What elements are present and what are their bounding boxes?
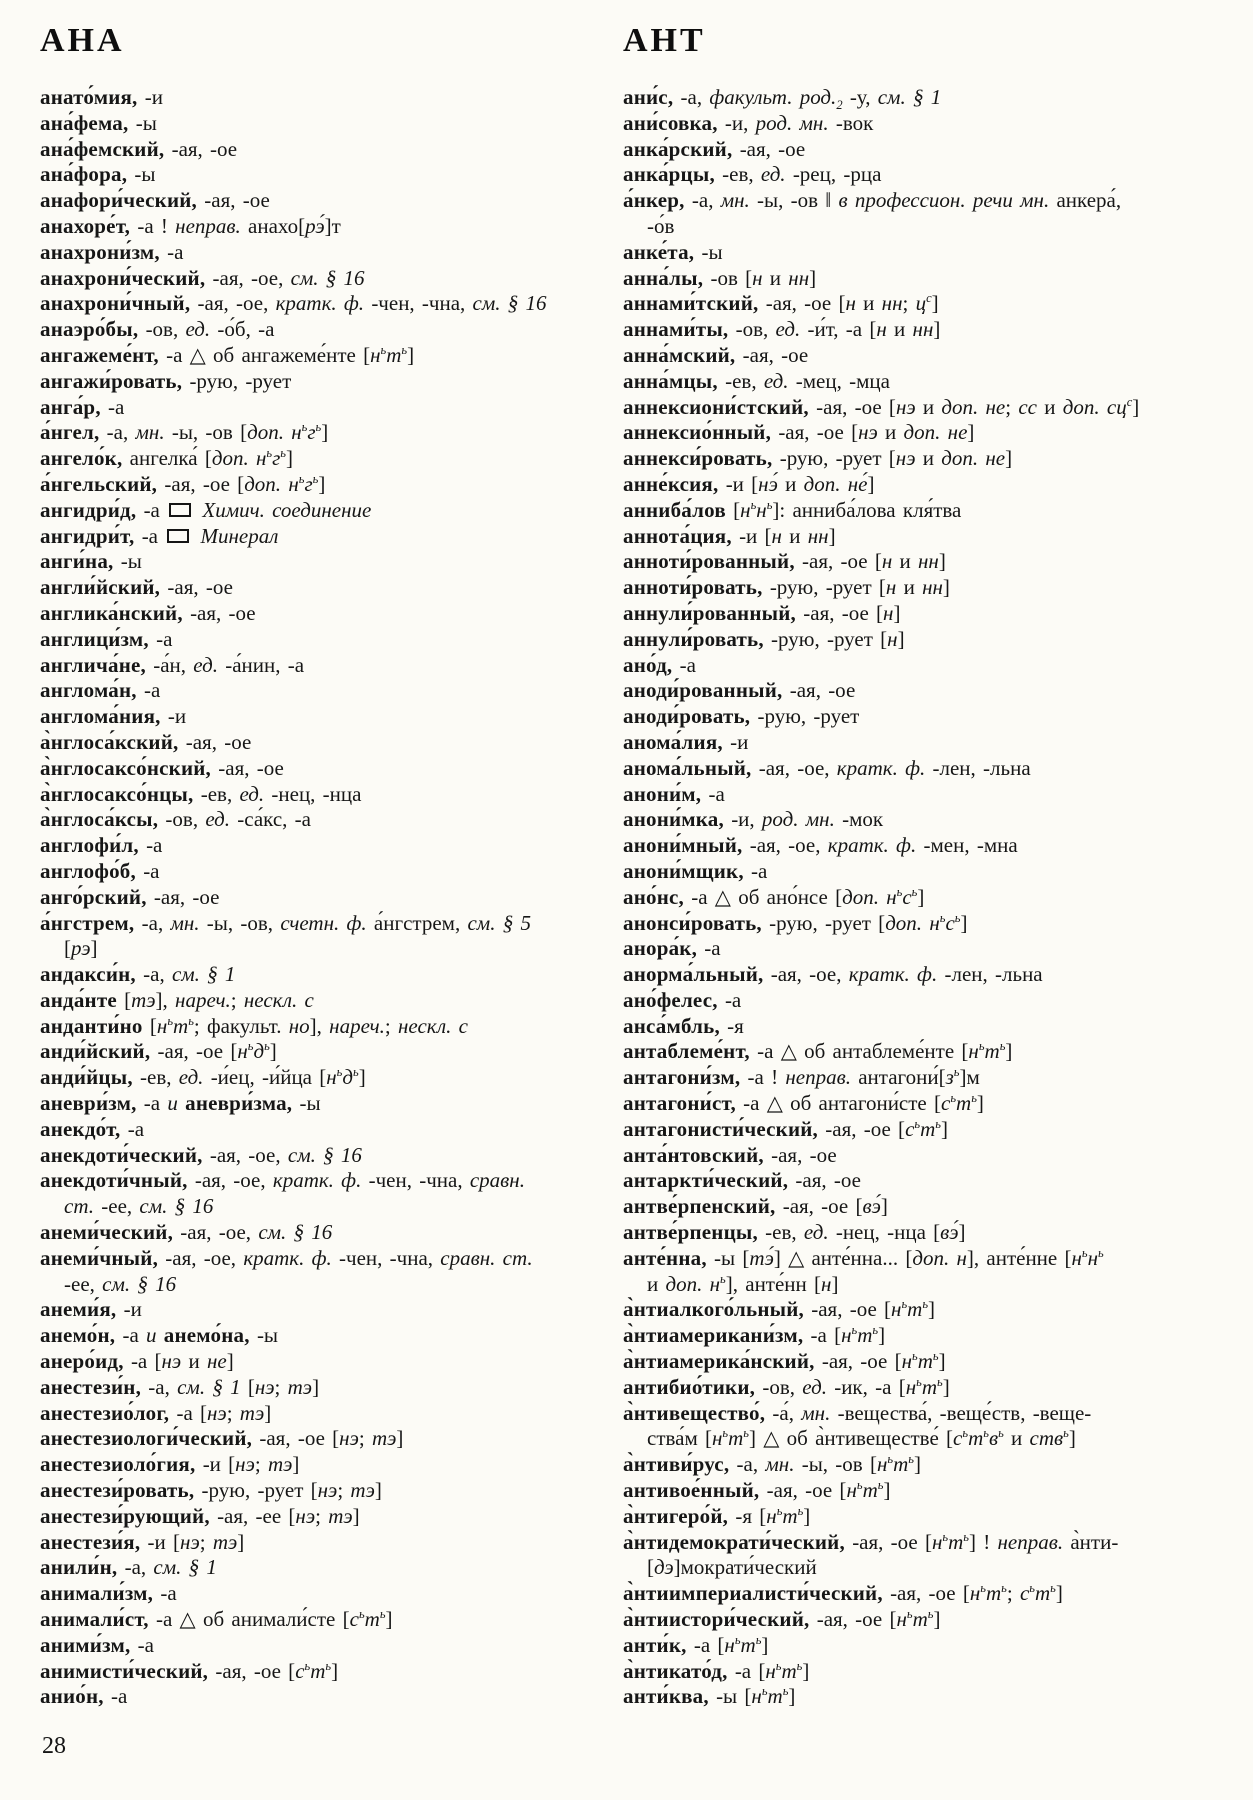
- entry-line: а̀нтиви́рус, -а, мн. -ы, -ов $[н^ьт^ь]$: [623, 1452, 921, 1477]
- entry-line: а́нкер, -а, мн. -ы, -ов ‖ в профессион. речи мн. анкера́,: [623, 188, 1122, 213]
- entry-line: анги́на, -ы: [40, 549, 142, 574]
- entry-line: аннексио́нный, -ая, -ое [нэ и доп. не]: [623, 420, 975, 445]
- dictionary-entry: [623, 1091, 1233, 1117]
- entry-line: антибио́тики, -ов, ед. -ик, -а $[н^ьт^ь]$: [623, 1374, 950, 1399]
- dictionary-entry: [623, 1246, 1233, 1298]
- entry-line: а̀нтивещество́, -а́, мн. -вещества́, -веще́ств, -веще-: [623, 1400, 1092, 1425]
- entry-line: анга́р, -а: [40, 394, 125, 419]
- entry-line: а̀нтиамерикани́зм, -а $[н^ьт^ь]$: [623, 1323, 886, 1348]
- entry-line: анна́мский, -ая, -ое: [623, 342, 809, 367]
- entry-continuation-line: -о́в: [647, 213, 675, 238]
- entry-line: анома́льный, -ая, -ое, кратк. ф. -лен, -льна: [623, 755, 1031, 780]
- dictionary-entry: [623, 343, 1233, 369]
- dictionary-entry: [623, 549, 1233, 575]
- entry-line: ано́фелес, -а: [623, 987, 742, 1012]
- entry-line: анони́мщик, -а: [623, 858, 768, 883]
- entry-line: ангидри́т, -а Минерал: [40, 523, 279, 548]
- dictionary-entry: [40, 549, 602, 575]
- entry-line: аннота́ция, -и [н и нн]: [623, 523, 836, 548]
- entry-line: анестези́н, -а, см. § 1 [нэ; тэ]: [40, 1374, 320, 1399]
- dictionary-entry: [623, 1065, 1233, 1091]
- entry-continuation-line: -ее, см. § 16: [64, 1271, 177, 1296]
- dictionary-entry: [623, 1349, 1233, 1375]
- dictionary-entry: [623, 704, 1233, 730]
- dictionary-entry: [40, 1659, 602, 1685]
- entry-line: анна́лы, -ов [н и нн]: [623, 265, 817, 290]
- entry-line: ано́д, -а: [623, 652, 696, 677]
- dictionary-entry: [623, 498, 1233, 524]
- entry-line: аннули́рованный, -ая, -ое [н]: [623, 600, 901, 625]
- dictionary-entry: [623, 1684, 1233, 1710]
- dictionary-entry: [40, 653, 602, 679]
- dictionary-entry: [623, 291, 1233, 317]
- dictionary-entry: [623, 1039, 1233, 1065]
- dictionary-entry: [623, 1220, 1233, 1246]
- entry-line: ана́фема, -ы: [40, 110, 157, 135]
- entry-line: ана́фора, -ы: [40, 162, 156, 187]
- dictionary-entry: [40, 859, 602, 885]
- dictionary-entry: [40, 214, 602, 240]
- entry-line: анимали́зм, -а: [40, 1581, 177, 1606]
- entry-line: анестезиоло́гия, -и [нэ; тэ]: [40, 1452, 300, 1477]
- dictionary-entry: [623, 1168, 1233, 1194]
- entry-line: ани́с, -а, факульт. $род._2$ -у, см. § 1: [623, 85, 942, 113]
- dictionary-entry: [623, 1194, 1233, 1220]
- entry-line: англича́не, -а́н, ед. -а́нин, -а: [40, 652, 305, 677]
- page-number: 28: [42, 1733, 66, 1759]
- dictionary-entry: [623, 240, 1233, 266]
- dictionary-entry: [623, 678, 1233, 704]
- entry-line: анони́мка, -и, род. мн. -мок: [623, 807, 884, 832]
- entry-line: а̀нтиалкого́льный, -ая, -ое $[н^ьт^ь]$: [623, 1297, 936, 1322]
- entry-line: а̀нтиамерика́нский, -ая, -ое $[н^ьт^ь]$: [623, 1349, 946, 1374]
- dictionary-entry: [623, 1323, 1233, 1349]
- dictionary-entry: [40, 266, 602, 292]
- entry-line: анимисти́ческий, -ая, -ое $[с^ьт^ь]$: [40, 1658, 339, 1683]
- entry-line: ана́фемский, -ая, -ое: [40, 136, 238, 161]
- dictionary-entry: [40, 111, 602, 137]
- dictionary-entry: [623, 111, 1233, 137]
- entry-continuation-line: ст. -ее, см. § 16: [64, 1194, 214, 1219]
- dictionary-entry: [623, 395, 1233, 421]
- dictionary-entry: [40, 1143, 602, 1169]
- dictionary-entry: [623, 369, 1233, 395]
- dictionary-entry: [623, 446, 1233, 472]
- dictionary-entry: [40, 1117, 602, 1143]
- dictionary-entry: [40, 420, 602, 446]
- dictionary-entry: [40, 1633, 602, 1659]
- entry-line: а̀нглоса́кский, -ая, -ое: [40, 729, 252, 754]
- entry-line: ано́нс, -а △ об ано́нсе [доп. $н^ьс^ь$]: [623, 884, 925, 909]
- dictionary-entry: [40, 1323, 602, 1349]
- entry-line: аннексиони́стский, -ая, -ое [нэ и доп. не; сс и доп. $сц^с$]: [623, 394, 1140, 419]
- dictionary-entry: [40, 1375, 602, 1401]
- dictionary-entry: [623, 188, 1233, 240]
- right-column: [623, 85, 1233, 1710]
- entry-line: анти́ква, -ы $[н^ьт^ь]$: [623, 1684, 796, 1709]
- dictionary-entry: [623, 266, 1233, 292]
- entry-line: антагонисти́ческий, -ая, -ое $[с^ьт^ь]$: [623, 1116, 948, 1141]
- entry-line: анекдоти́чный, -ая, -ое, кратк. ф. -чен, -чна, сравн.: [40, 1168, 525, 1193]
- entry-line: анке́та, -ы: [623, 239, 723, 264]
- entry-line: анка́рский, -ая, -ое: [623, 136, 806, 161]
- dictionary-entry: [623, 1633, 1233, 1659]
- dictionary-entry: [623, 756, 1233, 782]
- entry-line: анестези́ровать, -рую, -рует [нэ; тэ]: [40, 1478, 382, 1503]
- entry-line: анато́мия, -и: [40, 85, 163, 109]
- dictionary-entry: [40, 1014, 602, 1040]
- entry-line: анонси́ровать, -рую, -рует [доп. $н^ьс^ь$]: [623, 910, 968, 935]
- dictionary-entry: [40, 472, 602, 498]
- dictionary-entry: [623, 1297, 1233, 1323]
- entry-line: анта́нтовский, -ая, -ое: [623, 1142, 837, 1167]
- entry-line: а̀нглосаксо́нский, -ая, -ое: [40, 755, 284, 780]
- dictionary-entry: [40, 137, 602, 163]
- dictionary-entry: [623, 1530, 1233, 1582]
- dictionary-entry: [40, 782, 602, 808]
- entry-line: а́нгстрем, -а, мн. -ы, -ов, счетн. ф. а́нгстрем, см. § 5: [40, 910, 531, 935]
- dictionary-entry: [623, 162, 1233, 188]
- entry-line: анди́йцы, -ев, ед. -и́ец, -и́йца $[н^ьд^ь]$: [40, 1065, 366, 1090]
- dictionary-entry: [623, 1375, 1233, 1401]
- entry-line: андакси́н, -а, см. § 1: [40, 962, 236, 987]
- dictionary-entry: [40, 1452, 602, 1478]
- dictionary-entry: [40, 575, 602, 601]
- entry-line: а̀нглосаксо́нцы, -ев, ед. -нец, -нца: [40, 781, 362, 806]
- dictionary-entry: [40, 446, 602, 472]
- dictionary-entry: [40, 1607, 602, 1633]
- entry-line: анди́йский, -ая, -ое $[н^ьд^ь]$: [40, 1039, 277, 1064]
- dictionary-entry: [40, 524, 602, 550]
- dictionary-entry: [40, 1039, 602, 1065]
- entry-line: а̀нтидемократи́ческий, -ая, -ое $[н^ьт^ь]$ ! неправ. а̀нти-: [623, 1529, 1119, 1554]
- entry-line: анда́нте [тэ], нареч.; нескл. с: [40, 987, 314, 1012]
- dictionary-entry: [623, 137, 1233, 163]
- entry-line: аноди́ровать, -рую, -рует: [623, 704, 860, 729]
- dictionary-entry: [40, 188, 602, 214]
- dictionary-entry: [40, 1530, 602, 1556]
- entry-line: анекдо́т, -а: [40, 1116, 145, 1141]
- entry-line: анеми́ческий, -ая, -ое, см. § 16: [40, 1220, 333, 1245]
- entry-line: анома́лия, -и: [623, 729, 749, 754]
- dictionary-entry: [40, 85, 602, 111]
- left-column-header: АНА: [40, 22, 125, 59]
- entry-line: а̀нтиимпериалисти́ческий, -ая, -ое [$н^ьт^ь$; $с^ьт^ь$]: [623, 1581, 1063, 1606]
- entry-line: анахоре́т, -а ! неправ. анахо[рэ́]т: [40, 213, 341, 238]
- dictionary-entry: [623, 601, 1233, 627]
- dictionary-entry: [623, 1014, 1233, 1040]
- entry-line: анаэро́бы, -ов, ед. -о́б, -а: [40, 317, 275, 342]
- dictionary-entry: [40, 704, 602, 730]
- entry-line: а́нгельский, -ая, -ое [доп. $н^ьг^ь$]: [40, 471, 326, 496]
- dictionary-entry: [623, 1478, 1233, 1504]
- entry-line: анка́рцы, -ев, ед. -рец, -рца: [623, 162, 882, 187]
- dictionary-entry: [623, 420, 1233, 446]
- dictionary-entry: [40, 807, 602, 833]
- dictionary-entry: [40, 1297, 602, 1323]
- entry-line: аноди́рованный, -ая, -ое: [623, 678, 856, 703]
- entry-line: англофо́б, -а: [40, 858, 160, 883]
- dictionary-entry: [623, 885, 1233, 911]
- entry-line: ани́совка, -и, род. мн. -вок: [623, 110, 874, 135]
- entry-line: анора́к, -а: [623, 936, 721, 961]
- entry-line: анили́н, -а, см. § 1: [40, 1555, 217, 1580]
- entry-line: антве́рпенцы, -ев, ед. -нец, -нца [вэ́]: [623, 1220, 966, 1245]
- dictionary-entry: [623, 859, 1233, 885]
- entry-line: анноти́рованный, -ая, -ое [н и нн]: [623, 549, 946, 574]
- entry-line: анемо́н, -а и анемо́на, -ы: [40, 1323, 279, 1348]
- dictionary-entry: [40, 911, 602, 963]
- dictionary-entry: [40, 162, 602, 188]
- dictionary-entry: [40, 395, 602, 421]
- dictionary-entry: [623, 1401, 1233, 1453]
- entry-line: анахрони́ческий, -ая, -ое, см. § 16: [40, 265, 365, 290]
- dictionary-entry: [40, 317, 602, 343]
- dictionary-entry: [40, 291, 602, 317]
- dictionary-entry: [623, 833, 1233, 859]
- dictionary-entry: [623, 317, 1233, 343]
- entry-line: анти́к, -а $[н^ьт^ь]$: [623, 1632, 769, 1657]
- dictionary-entry: [623, 1607, 1233, 1633]
- dictionary-entry: [623, 472, 1233, 498]
- entry-line: анио́н, -а: [40, 1684, 128, 1709]
- entry-line: ангело́к, ангелка́ [доп. $н^ьг^ь$]: [40, 446, 293, 471]
- dictionary-entry: [40, 1065, 602, 1091]
- dictionary-entry: [40, 885, 602, 911]
- entry-line: аннами́ты, -ов, ед. -и́т, -а [н и нн]: [623, 317, 941, 342]
- entry-line: анекдоти́ческий, -ая, -ое, см. § 16: [40, 1142, 362, 1167]
- dictionary-entry: [623, 1659, 1233, 1685]
- entry-line: ангажи́ровать, -рую, -рует: [40, 368, 292, 393]
- entry-line: антаркти́ческий, -ая, -ое: [623, 1168, 861, 1193]
- entry-line: анорма́льный, -ая, -ое, кратк. ф. -лен, -льна: [623, 962, 1043, 987]
- dictionary-entry: [40, 343, 602, 369]
- entry-line: анафори́ческий, -ая, -ое: [40, 188, 270, 213]
- entry-line: анони́м, -а: [623, 781, 725, 806]
- entry-line: антагони́ст, -а △ об антагони́сте $[с^ьт^ь]$: [623, 1091, 984, 1116]
- dictionary-entry: [40, 962, 602, 988]
- entry-line: анноти́ровать, -рую, -рует [н и нн]: [623, 575, 950, 600]
- entry-line: аннами́тский, -ая, -ое [н и нн; $ц^с$]: [623, 291, 939, 316]
- dictionary-entry: [623, 988, 1233, 1014]
- entry-line: аннекси́ровать, -рую, -рует [нэ и доп. не]: [623, 446, 1013, 471]
- dictionary-entry: [40, 730, 602, 756]
- dictionary-entry: [623, 730, 1233, 756]
- dictionary-entry: [40, 678, 602, 704]
- dictionary-entry: [40, 1401, 602, 1427]
- dictionary-entry: [623, 627, 1233, 653]
- dictionary-entry: [40, 601, 602, 627]
- dictionary-entry: [40, 1246, 602, 1298]
- entry-line: аневри́зм, -а и аневри́зма, -ы: [40, 1091, 321, 1116]
- dictionary-entry: [40, 833, 602, 859]
- entry-line: а̀нтиистори́ческий, -ая, -ое $[н^ьт^ь]$: [623, 1607, 941, 1632]
- entry-line: анданти́но [$н^ьт^ь$; факульт. но], нареч.; нескл. с: [40, 1013, 469, 1038]
- entry-line: аними́зм, -а: [40, 1632, 154, 1657]
- entry-line: англици́зм, -а: [40, 626, 173, 651]
- entry-line: анони́мный, -ая, -ое, кратк. ф. -мен, -мна: [623, 833, 1018, 858]
- dictionary-entry: [40, 988, 602, 1014]
- dictionary-entry: [623, 807, 1233, 833]
- dictionary-entry: [623, 1452, 1233, 1478]
- left-column: [40, 85, 602, 1710]
- entry-line: антаблеме́нт, -а △ об антаблеме́нте $[н^ьт^ь]$: [623, 1039, 1013, 1064]
- entry-line: а́нгел, -а, мн. -ы, -ов [доп. $н^ьг^ь$]: [40, 420, 329, 445]
- entry-line: антагони́зм, -а ! неправ. $антагони́[з^ь]м$: [623, 1065, 980, 1090]
- entry-line: англи́йский, -ая, -ое: [40, 575, 233, 600]
- dictionary-entry: [623, 1504, 1233, 1530]
- entry-line: анестези́рующий, -ая, -ее [нэ; тэ]: [40, 1503, 360, 1528]
- dictionary-entry: [623, 1117, 1233, 1143]
- entry-line: анне́ксия, -и [нэ́ и доп. не́]: [623, 471, 875, 496]
- dictionary-entry: [40, 1478, 602, 1504]
- entry-line: анеро́ид, -а [нэ и не]: [40, 1349, 234, 1374]
- entry-line: анестези́я, -и [нэ; тэ]: [40, 1529, 245, 1554]
- entry-line: а̀нглоса́ксы, -ов, ед. -са́кс, -а: [40, 807, 311, 832]
- dictionary-entry: [40, 756, 602, 782]
- dictionary-entry: [40, 1349, 602, 1375]
- dictionary-entry: [40, 1555, 602, 1581]
- entry-line: англома́н, -а: [40, 678, 161, 703]
- rectangle-symbol: [169, 503, 191, 517]
- dictionary-entry: [623, 1143, 1233, 1169]
- rectangle-symbol: [167, 529, 189, 543]
- entry-line: анахрони́чный, -ая, -ое, кратк. ф. -чен, -чна, см. § 16: [40, 291, 547, 316]
- entry-line: англома́ния, -и: [40, 704, 187, 729]
- entry-line: анте́нна, -ы [тэ́] △ анте́нна... [доп. н], анте́нне [$н^ьн^ь$: [623, 1245, 1104, 1270]
- dictionary-entry: [40, 1091, 602, 1117]
- entry-line: анеми́я, -и: [40, 1297, 142, 1322]
- dictionary-entry: [623, 936, 1233, 962]
- entry-line: анахрони́зм, -а: [40, 239, 184, 264]
- dictionary-entry: [40, 240, 602, 266]
- entry-line: анеми́чный, -ая, -ое, кратк. ф. -чен, -чна, сравн. ст.: [40, 1245, 533, 1270]
- entry-line: анестезиологи́ческий, -ая, -ое [нэ; тэ]: [40, 1426, 404, 1451]
- entry-continuation-line: ства́м $[н^ьт^ь]$ △ об а̀нтивеществе́ [$с^ьт^ьв^ь$ и ств$^ь$]: [647, 1426, 1076, 1451]
- dictionary-entry: [40, 369, 602, 395]
- entry-continuation-line: [дэ]мократи́ческий: [647, 1555, 817, 1580]
- entry-line: анна́мцы, -ев, ед. -мец, -мца: [623, 368, 890, 393]
- entry-continuation-line: и доп. $н^ь$], анте́нн [н]: [647, 1271, 839, 1296]
- dictionary-entry: [40, 1168, 602, 1220]
- dictionary-entry: [40, 1504, 602, 1530]
- dictionary-entry: [40, 627, 602, 653]
- entry-line: антве́рпенский, -ая, -ое [вэ́]: [623, 1194, 888, 1219]
- dictionary-entry: [40, 1426, 602, 1452]
- dictionary-entry: [623, 575, 1233, 601]
- entry-line: англофи́л, -а: [40, 833, 163, 858]
- right-column-header: АНТ: [623, 22, 706, 59]
- entry-line: анса́мбль, -я: [623, 1013, 744, 1038]
- dictionary-entry: [40, 498, 602, 524]
- entry-line: антивое́нный, -ая, -ое $[н^ьт^ь]$: [623, 1478, 891, 1503]
- dictionary-entry: [623, 524, 1233, 550]
- entry-line: анго́рский, -ая, -ое: [40, 884, 220, 909]
- entry-line: англика́нский, -ая, -ое: [40, 600, 256, 625]
- entry-line: ангажеме́нт, -а △ об ангажеме́нте $[н^ьт^ь]$: [40, 342, 415, 367]
- dictionary-entry: [40, 1220, 602, 1246]
- dictionary-entry: [623, 1581, 1233, 1607]
- dictionary-entry: [623, 962, 1233, 988]
- entry-line: анестезио́лог, -а [нэ; тэ]: [40, 1400, 272, 1425]
- entry-line: а̀нтигеро́й, -я $[н^ьт^ь]$: [623, 1503, 811, 1528]
- dictionary-entry: [623, 782, 1233, 808]
- entry-line: анниба́лов $[н^ьн^ь]$: анниба́лова кля́тва: [623, 497, 962, 522]
- entry-line: а̀нтикато́д, -а $[н^ьт^ь]$: [623, 1658, 810, 1683]
- entry-line: ангидри́д, -а Химич. соединение: [40, 497, 372, 522]
- dictionary-entry: [623, 85, 1233, 111]
- dictionary-entry: [623, 911, 1233, 937]
- dictionary-entry: [40, 1581, 602, 1607]
- dictionary-entry: [40, 1684, 602, 1710]
- entry-line: аннули́ровать, -рую, -рует [н]: [623, 626, 905, 651]
- entry-line: анимали́ст, -а △ об анимали́сте $[с^ьт^ь]$: [40, 1607, 393, 1632]
- dictionary-entry: [623, 653, 1233, 679]
- entry-continuation-line: [рэ]: [64, 936, 98, 961]
